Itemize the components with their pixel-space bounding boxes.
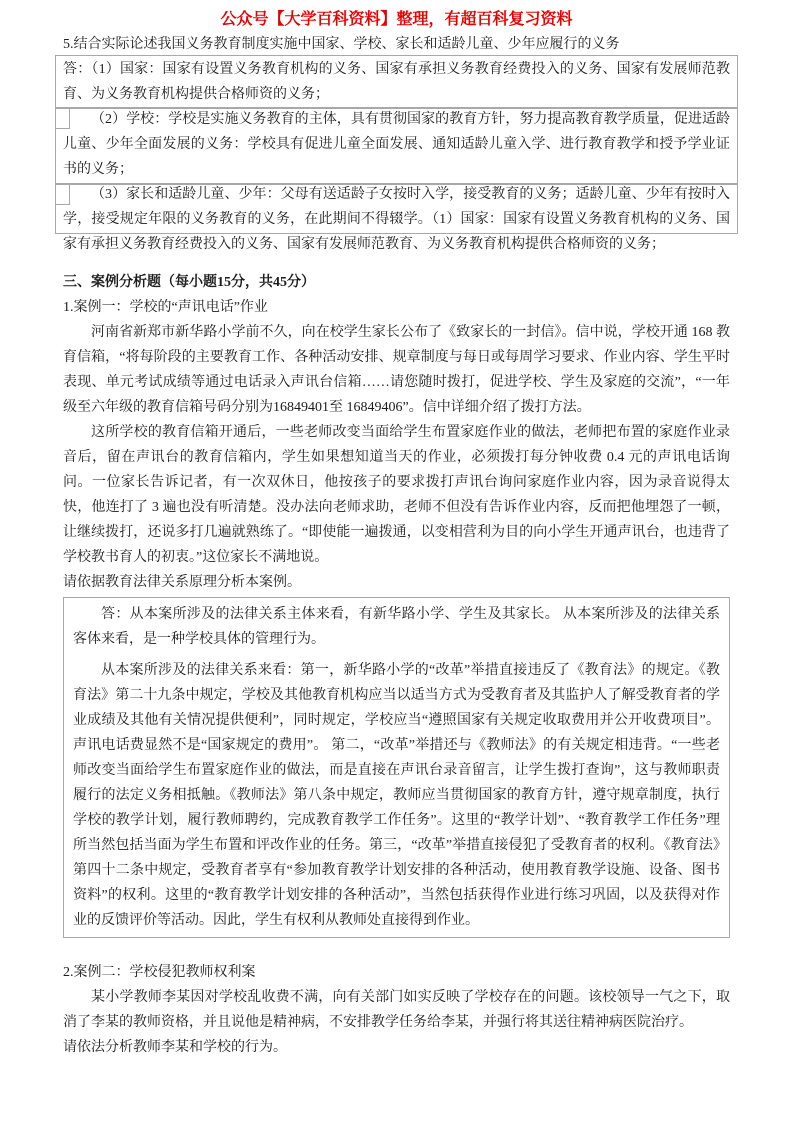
case1-answer-box [63, 597, 730, 938]
page-header-title: 公众号【大学百科资料】整理，有超百科复习资料 [220, 11, 573, 28]
case2-title: 2.案例二：学校侵犯教师权利案 [63, 965, 256, 980]
case1-paragraph-1: 河南省新郑市新华路小学前不久，向在校学生家长公布了《致家长的一封信》。信中说，学校开通 168 教育信箱，“将每阶段的主要教育工作、各种活动安排、规章制度与每日或每周学习要求、作业内容、学生平时表现、单元考试成绩等通过电话录入声讯台信箱……请您随时拨打，促进学校、学生及家庭的交流”，“一年级至六年级的教育信箱号码分别为16849401至 16849406”。信中详细介绍了拨打方法。 [63, 325, 730, 415]
case1-answer-paragraph-1: 答：从本案所涉及的法律关系主体来看，有新华路小学、学生及其家长。 从本案所涉及的法律关系客体来看，是一种学校具体的管理行为。 [73, 607, 720, 647]
question-5-text: 5.结合实际论述我国义务教育制度实施中国家、学校、家长和适龄儿童、少年应履行的义务 [63, 37, 620, 52]
answer5-part3: （3）家长和适龄儿童、少年：父母有送适龄子女按时入学，接受教育的义务；适龄儿童、少年有按时入学，接受规定年限的义务教育的义务，在此期间不得辍学。（1）国家：国家有设置义务教育机构的义务、国家有承担义务教育经费投入的义务、国家有发展师范教育、为义务教育机构提供合格师资的义务； [63, 187, 730, 252]
case2-prompt: 请依法分析教师李某和学校的行为。 [63, 1040, 287, 1055]
case1-answer-paragraph-2: 从本案所涉及的法律关系来看：第一，新华路小学的“改革”举措直接违反了《教育法》的规定。《教育法》第二十九条中规定，学校及其他教育机构应当以适当方式为受教育者及其监护人了解受教育者的学业成绩及其他有关情况提供便利”，同时规定，学校应当“遵照国家有关规定收取费用并公开收费项目”。声讯电话费显然不是“国家规定的费用”。 第二，“改革”举措还与《教师法》的有关规定相违背。“一些老师改变当面给学生布置家庭作业的做法，而是直接在声讯台录音留言，让学生拨打查询”，这与教师职责履行的法定义务相抵触。《教师法》第八条中规定，教师应当贯彻国家的教育方针，遵守规章制度，执行学校的教学计划，履行教师聘约，完成教育教学工作任务”。这里的“教学计划”、“教育教学工作任务”理所当然包括当面为学生布置和评改作业的任务。第三，“改革”举措直接侵犯了受教育者的权利。《教育法》第四十二条中规定，受教育者享有“参加教育教学计划安排的各种活动，使用教育教学设施、设备、图书资料”的权利。这里的“教育教学计划安排的各种活动”，当然包括获得作业进行练习巩固，以及获得对作业的反馈评价等活动。因此，学生有权利从教师处直接得到作业。 [73, 663, 720, 928]
case1-prompt: 请依据教育法律关系原理分析本案例。 [63, 575, 301, 590]
case2-paragraph: 某小学教师李某因对学校乱收费不满，向有关部门如实反映了学校存在的问题。该校领导一气之下，取消了李某的教师资格，并且说他是精神病，不安排教学任务给李某，并强行将其送往精神病医院治疗。 [63, 990, 730, 1030]
question-5-answer-area [63, 57, 730, 257]
section-3-heading: 三、案例分析题（每小题15分，共45分） [63, 275, 315, 290]
answer5-part1: 答：（1）国家：国家有设置义务教育机构的义务、国家有承担义务教育经费投入的义务、国家有发展师范教育、为义务教育机构提供合格师资的义务； [63, 62, 730, 102]
case1-title: 1.案例一：学校的“声讯电话”作业 [63, 300, 268, 315]
answer5-part2: （2）学校：学校是实施义务教育的主体，具有贯彻国家的教育方针，努力提高教育教学质量，促进适龄儿童、少年全面发展的义务：学校具有促进儿童全面发展、通知适龄儿童入学、进行教育教学和授予学业证书的义务； [63, 112, 730, 177]
case1-paragraph-2: 这所学校的教育信箱开通后，一些老师改变当面给学生布置家庭作业的做法，老师把布置的家庭作业录音后，留在声讯台的教育信箱内，学生如果想知道当天的作业，必须拨打每分钟收费 0.4 元的声讯电话询问。一位家长告诉记者，有一次双休日，他按孩子的要求拨打声讯台询问家庭作业内容，因为录音说得太快，他连打了 3 遍也没有听清楚。没办法向老师求助，老师不但没有告诉作业内容，反而把他埋怨了一顿，让继续拨打，还说多打几遍就熟练了。“即使能一遍拨通，以变相营利为目的向小学生开通声讯台，也违背了学校教书育人的初衷。”这位家长不满地说。 [63, 425, 730, 565]
